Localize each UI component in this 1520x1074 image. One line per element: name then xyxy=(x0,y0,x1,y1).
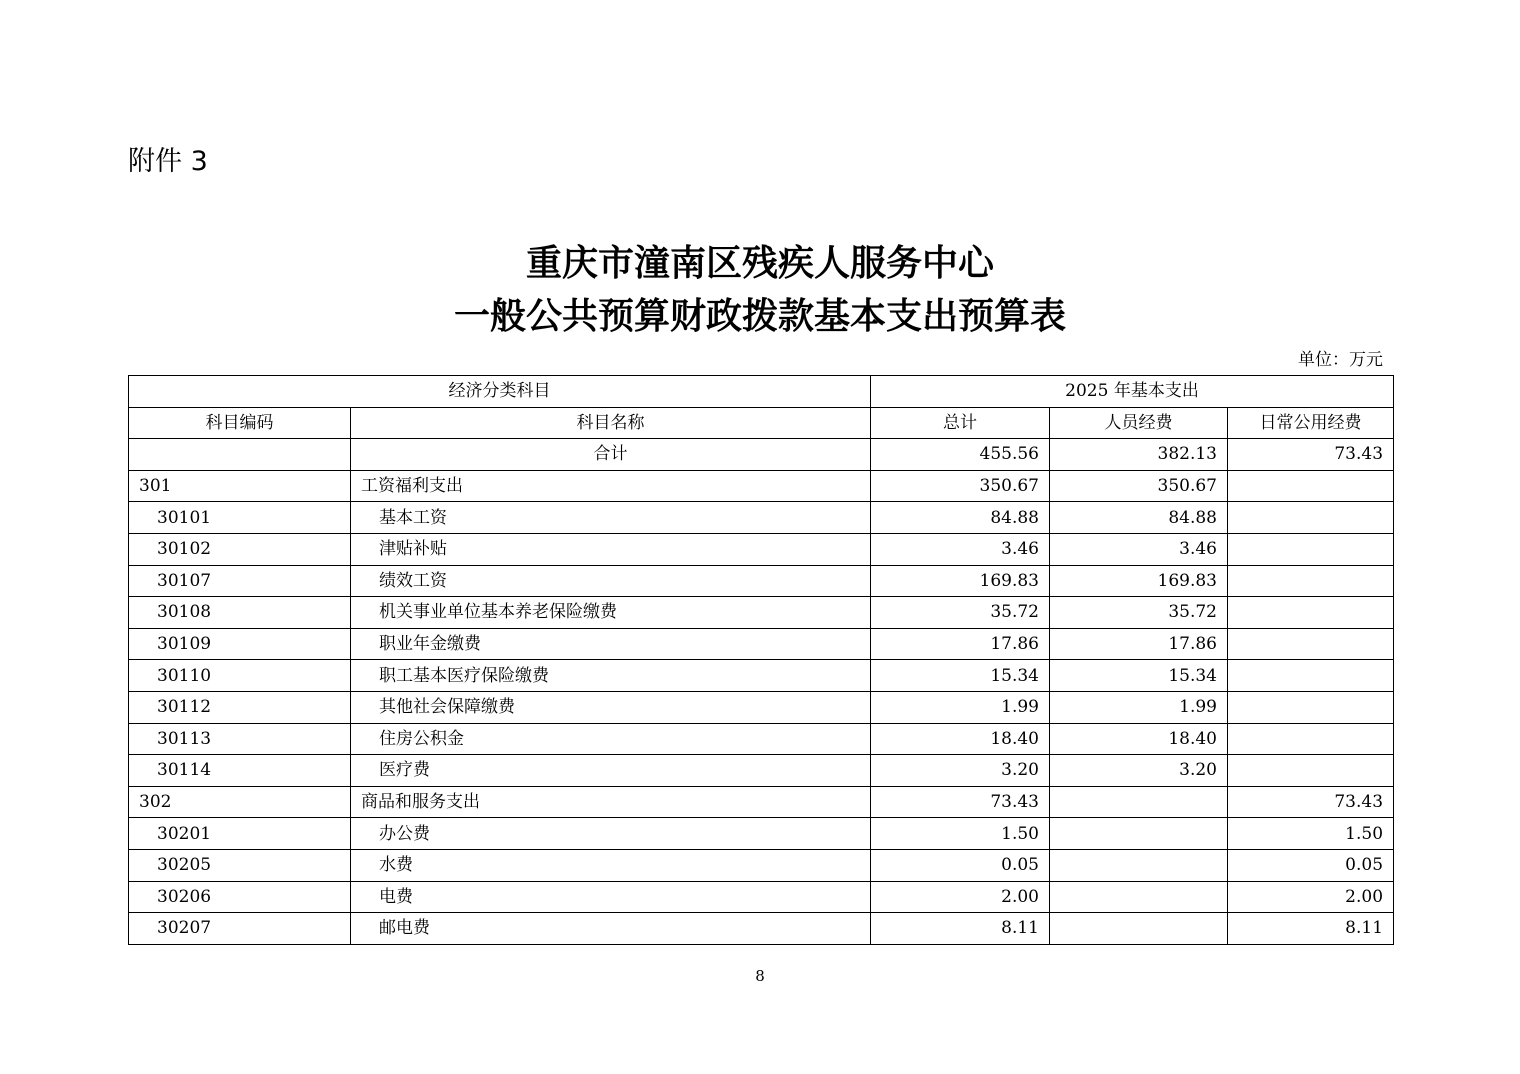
total-cell: 3.20 xyxy=(871,755,1050,787)
public-expense-cell: 0.05 xyxy=(1228,849,1394,881)
header-subject-code: 科目编码 xyxy=(129,407,351,439)
personnel-expense-cell xyxy=(1050,786,1228,818)
subject-name-cell: 住房公积金 xyxy=(351,723,871,755)
subject-code-cell: 30114 xyxy=(129,755,351,787)
subject-name-cell: 办公费 xyxy=(351,818,871,850)
subject-code-cell: 30207 xyxy=(129,913,351,945)
personnel-expense-cell: 350.67 xyxy=(1050,470,1228,502)
personnel-expense-cell: 3.20 xyxy=(1050,755,1228,787)
public-expense-cell xyxy=(1228,470,1394,502)
header-group-row xyxy=(129,376,1394,408)
personnel-expense-cell: 35.72 xyxy=(1050,597,1228,629)
header-subject-name: 科目名称 xyxy=(351,407,871,439)
table-row xyxy=(129,660,1394,692)
subject-name-cell: 电费 xyxy=(351,881,871,913)
total-row xyxy=(129,439,1394,471)
subject-name-cell: 其他社会保障缴费 xyxy=(351,691,871,723)
table-row xyxy=(129,470,1394,502)
total-cell: 350.67 xyxy=(871,470,1050,502)
public-expense-cell xyxy=(1228,723,1394,755)
personnel-expense-cell xyxy=(1050,913,1228,945)
personnel-expense-cell: 3.46 xyxy=(1050,533,1228,565)
table-row xyxy=(129,913,1394,945)
public-expense-cell: 1.50 xyxy=(1228,818,1394,850)
total-cell: 0.05 xyxy=(871,849,1050,881)
document-title-line-2: 一般公共预算财政拨款基本支出预算表 xyxy=(453,295,1066,337)
personnel-expense-cell: 169.83 xyxy=(1050,565,1228,597)
subject-code-cell: 30107 xyxy=(129,565,351,597)
subject-code-cell: 30205 xyxy=(129,849,351,881)
subject-name-cell: 邮电费 xyxy=(351,913,871,945)
subject-code-cell: 30102 xyxy=(129,533,351,565)
subject-name-cell: 绩效工资 xyxy=(351,565,871,597)
table-row xyxy=(129,502,1394,534)
personnel-expense-cell: 84.88 xyxy=(1050,502,1228,534)
total-public-cell: 73.43 xyxy=(1228,439,1394,471)
total-cell: 73.43 xyxy=(871,786,1050,818)
public-expense-cell: 73.43 xyxy=(1228,786,1394,818)
subject-name-cell: 医疗费 xyxy=(351,755,871,787)
subject-name-cell: 津贴补贴 xyxy=(351,533,871,565)
attachment-label: 附件 3 xyxy=(128,146,208,177)
total-label-cell: 合计 xyxy=(351,439,871,471)
header-total: 总计 xyxy=(871,407,1050,439)
header-economic-classification: 经济分类科目 xyxy=(129,376,871,408)
subject-code-cell: 30201 xyxy=(129,818,351,850)
total-cell: 1.99 xyxy=(871,691,1050,723)
public-expense-cell xyxy=(1228,660,1394,692)
public-expense-cell xyxy=(1228,628,1394,660)
table-row xyxy=(129,881,1394,913)
personnel-expense-cell: 15.34 xyxy=(1050,660,1228,692)
personnel-expense-cell: 17.86 xyxy=(1050,628,1228,660)
subject-name-cell: 职业年金缴费 xyxy=(351,628,871,660)
subject-name-cell: 水费 xyxy=(351,849,871,881)
subject-code-cell: 30108 xyxy=(129,597,351,629)
table-row xyxy=(129,691,1394,723)
total-cell: 169.83 xyxy=(871,565,1050,597)
personnel-expense-cell: 1.99 xyxy=(1050,691,1228,723)
total-sum-cell: 455.56 xyxy=(871,439,1050,471)
total-cell: 8.11 xyxy=(871,913,1050,945)
subject-name-cell: 工资福利支出 xyxy=(351,470,871,502)
table-row xyxy=(129,849,1394,881)
budget-table xyxy=(128,375,1394,945)
unit-label: 单位：万元 xyxy=(1298,350,1383,370)
subject-code-cell: 30110 xyxy=(129,660,351,692)
public-expense-cell xyxy=(1228,502,1394,534)
table-row xyxy=(129,723,1394,755)
personnel-expense-cell xyxy=(1050,818,1228,850)
total-cell: 35.72 xyxy=(871,597,1050,629)
total-code-cell xyxy=(129,439,351,471)
table-row xyxy=(129,565,1394,597)
public-expense-cell xyxy=(1228,691,1394,723)
public-expense-cell xyxy=(1228,755,1394,787)
total-cell: 3.46 xyxy=(871,533,1050,565)
subject-name-cell: 机关事业单位基本养老保险缴费 xyxy=(351,597,871,629)
page-number: 8 xyxy=(755,967,765,985)
total-personnel-cell: 382.13 xyxy=(1050,439,1228,471)
public-expense-cell xyxy=(1228,565,1394,597)
public-expense-cell xyxy=(1228,597,1394,629)
public-expense-cell: 2.00 xyxy=(1228,881,1394,913)
total-cell: 2.00 xyxy=(871,881,1050,913)
subject-code-cell: 302 xyxy=(129,786,351,818)
subject-code-cell: 30101 xyxy=(129,502,351,534)
total-cell: 15.34 xyxy=(871,660,1050,692)
total-cell: 1.50 xyxy=(871,818,1050,850)
public-expense-cell: 8.11 xyxy=(1228,913,1394,945)
subject-name-cell: 商品和服务支出 xyxy=(351,786,871,818)
table-row xyxy=(129,533,1394,565)
subject-code-cell: 301 xyxy=(129,470,351,502)
total-cell: 17.86 xyxy=(871,628,1050,660)
subject-name-cell: 职工基本医疗保险缴费 xyxy=(351,660,871,692)
total-cell: 18.40 xyxy=(871,723,1050,755)
header-basic-expenditure-year: 2025 年基本支出 xyxy=(871,376,1394,408)
table-row xyxy=(129,786,1394,818)
public-expense-cell xyxy=(1228,533,1394,565)
table-row xyxy=(129,755,1394,787)
subject-code-cell: 30206 xyxy=(129,881,351,913)
header-column-row xyxy=(129,407,1394,439)
subject-code-cell: 30109 xyxy=(129,628,351,660)
subject-code-cell: 30112 xyxy=(129,691,351,723)
table-row xyxy=(129,818,1394,850)
table-row xyxy=(129,597,1394,629)
subject-code-cell: 30113 xyxy=(129,723,351,755)
personnel-expense-cell: 18.40 xyxy=(1050,723,1228,755)
total-cell: 84.88 xyxy=(871,502,1050,534)
header-personnel-expense: 人员经费 xyxy=(1050,407,1228,439)
document-title-line-1: 重庆市潼南区残疾人服务中心 xyxy=(525,242,994,284)
header-public-expense: 日常公用经费 xyxy=(1228,407,1394,439)
personnel-expense-cell xyxy=(1050,881,1228,913)
subject-name-cell: 基本工资 xyxy=(351,502,871,534)
table-row xyxy=(129,628,1394,660)
budget-table-body xyxy=(129,376,1394,945)
personnel-expense-cell xyxy=(1050,849,1228,881)
